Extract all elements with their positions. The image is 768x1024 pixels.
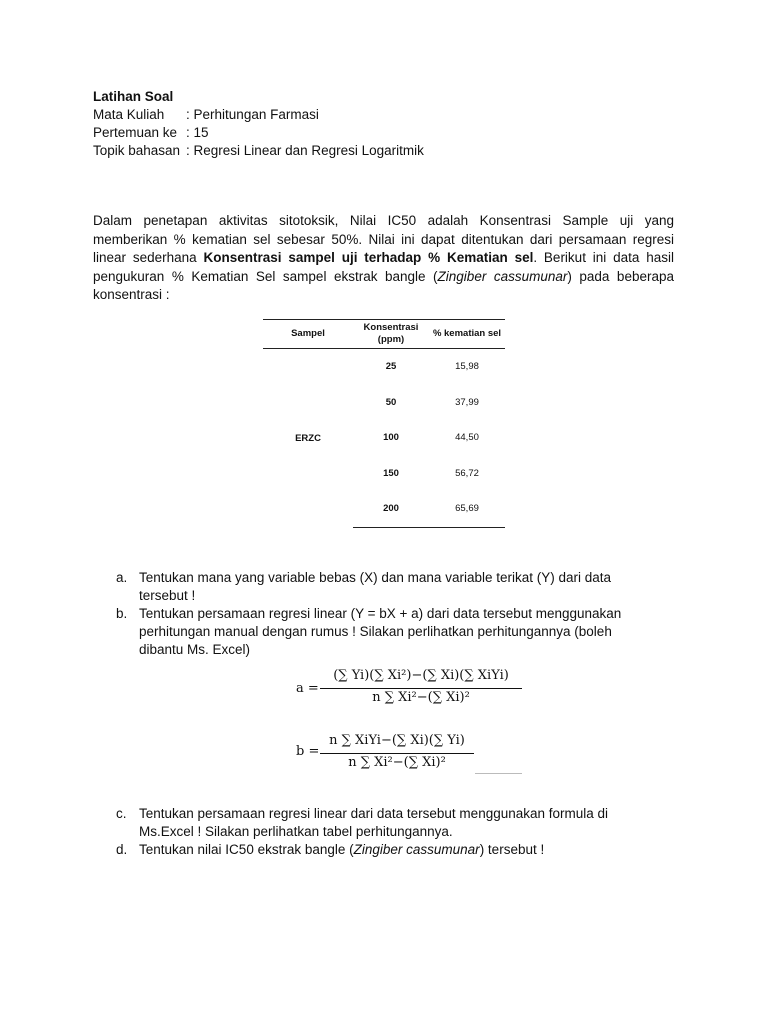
formula-b-numerator: n ∑ XiYi−(∑ Xi)(∑ Yi)	[329, 733, 465, 748]
formula-a-label: a =	[296, 681, 319, 696]
topic-separator: :	[186, 143, 190, 158]
death-cell: 37,99	[455, 396, 479, 408]
header-sample: Sampel	[263, 320, 353, 349]
sample-name-cell: ERZC	[295, 432, 321, 444]
intro-paragraph	[93, 212, 674, 305]
intro-text-2: . Berikut ini data hasil pengukuran % Kematian Sel sampel ekstrak bangle (	[93, 250, 674, 284]
course-value: Perhitungan Farmasi	[193, 107, 319, 122]
intro-species-name: Zingiber cassumunar	[437, 268, 568, 284]
question-d-letter: d.	[116, 842, 128, 857]
question-b-text: Tentukan persamaan regresi linear (Y = bX + a) dari data tersebut menggunakan perhitungan manual dengan rumus ! Silakan perlihatkan perhitungannya (boleh dibantu Ms. Excel)	[139, 606, 622, 657]
conc-cell: 150	[383, 467, 399, 479]
topic-label: Topik bahasan	[93, 143, 181, 158]
course-separator: :	[186, 107, 190, 122]
question-a-letter: a.	[116, 570, 128, 585]
question-d-text-after: ) tersebut !	[479, 842, 545, 857]
question-a	[116, 569, 636, 605]
table-header-row	[263, 320, 505, 349]
death-cell: 15,98	[455, 361, 479, 373]
formula-a-denominator: n ∑ Xi²−(∑ Xi)²	[372, 690, 470, 705]
header-concentration: Konsentrasi (ppm)	[353, 320, 429, 349]
intro-text-1: Dalam penetapan aktivitas sitotoksik, Nilai IC50 adalah Konsentrasi Sample uji yang memberikan % kematian sel sebesar 50%. Nilai ini dapat ditentukan dari persamaan regresi linear sederhana	[93, 213, 674, 265]
intro-bold-text: Konsentrasi sampel uji terhadap % Kematian sel	[203, 250, 534, 265]
question-d-text-before: Tentukan nilai IC50 ekstrak bangle (	[139, 842, 354, 857]
formula-b-fraction-bar	[320, 753, 474, 754]
divider-line	[475, 773, 522, 774]
question-d	[116, 841, 636, 859]
data-table	[263, 319, 505, 528]
meeting-label: Pertemuan ke	[93, 125, 178, 140]
question-d-line	[139, 841, 636, 859]
death-cell: 65,69	[429, 491, 505, 527]
conc-cell: 200	[353, 491, 429, 527]
topic-line	[93, 142, 424, 160]
intro-text-3: ) pada beberapa konsentrasi :	[93, 268, 674, 302]
question-b-letter: b.	[116, 606, 128, 621]
course-line	[93, 106, 319, 124]
table-row	[263, 349, 505, 385]
death-cell: 44,50	[455, 432, 479, 444]
meeting-line	[93, 124, 209, 142]
conc-cell: 50	[385, 396, 397, 408]
death-cell: 56,72	[455, 467, 479, 479]
formula-a-numerator: (∑ Yi)(∑ Xi²)−(∑ Xi)(∑ XiYi)	[333, 668, 509, 683]
question-c	[116, 805, 636, 841]
document-title: Latihan Soal	[93, 89, 174, 104]
formula-b-label: b =	[296, 744, 320, 759]
meeting-separator: :	[186, 125, 190, 140]
header-death-percent: % kematian sel	[429, 320, 505, 349]
conc-cell: 100	[383, 432, 399, 444]
topic-value: Regresi Linear dan Regresi Logaritmik	[193, 143, 424, 158]
formula-b-denominator: n ∑ Xi²−(∑ Xi)²	[348, 755, 446, 770]
question-c-letter: c.	[116, 806, 127, 821]
conc-cell: 25	[385, 361, 397, 373]
course-label: Mata Kuliah	[93, 107, 165, 122]
formula-a-fraction-bar	[320, 688, 522, 689]
question-b	[116, 605, 636, 659]
meeting-value: 15	[193, 125, 209, 140]
question-a-text: Tentukan mana yang variable bebas (X) dan mana variable terikat (Y) dari data tersebut !	[139, 570, 612, 603]
question-c-text: Tentukan persamaan regresi linear dari data tersebut menggunakan formula di Ms.Excel ! Silakan perlihatkan tabel perhitungannya.	[139, 806, 609, 839]
question-d-species-name: Zingiber cassumunar	[353, 842, 480, 857]
